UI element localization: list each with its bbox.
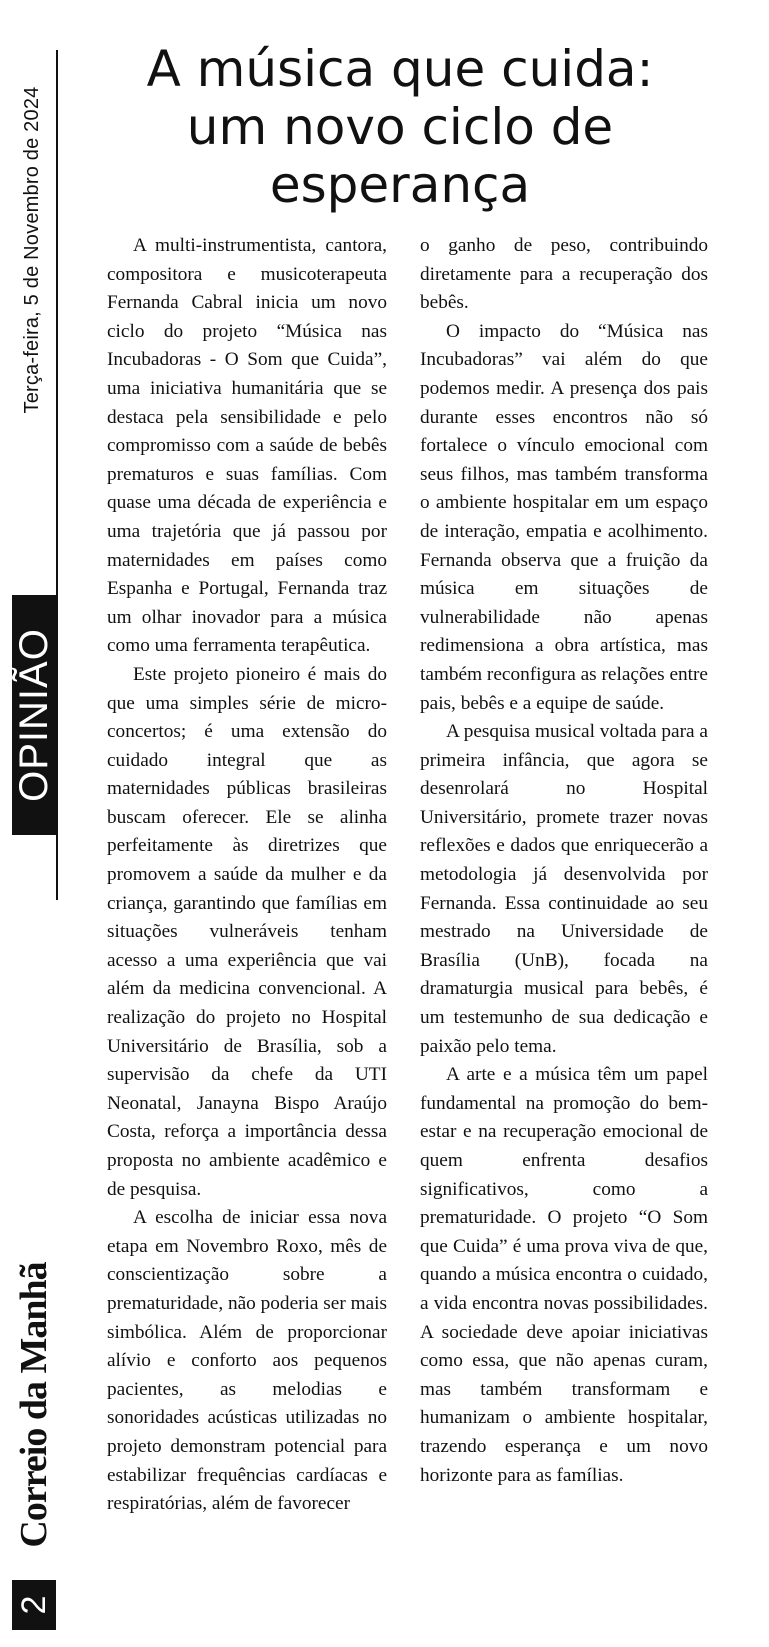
publication-date: [18, 50, 46, 450]
article-paragraph: A escolha de iniciar essa nova etapa em Novembro Roxo, mês de conscientização sobre a prematuridade, não poderia ser mais simbólica. Além de proporcionar alívio e conforto aos pequenos pacientes, as melodias e sonoridades acústicas utilizadas no projeto demonstram potencial para estabilizar frequências cardíacas e respiratórias, além de favorecer: [107, 1207, 388, 1515]
article-paragraph: A pesquisa musical voltada para a primeira infância, que agora se desenrolará no Hospital Universitário, promete trazer novas reflexões e dados que enriquecerão a metodologia já desenvolvida por Fernanda. Essa continuidade ao seu mestrado na Universidade de Brasília (UnB), focada na dramaturgia musical para bebês, é um testemunho de sua dedicação e paixão pelo tema.: [420, 721, 708, 1057]
publication-date-text: Terça-feira, 5 de Novembro de 2024: [21, 86, 43, 414]
section-label-text: OPINIÃO: [12, 628, 56, 802]
newspaper-masthead: [12, 1245, 56, 1565]
article-headline: A música que cuida: um novo ciclo de esperança: [146, 40, 654, 214]
article-paragraph: A multi-instrumentista, cantora, compositora e musicoterapeuta Fernanda Cabral inicia um novo ciclo do projeto “Música nas Incubadoras - O Som que Cuida”, uma iniciativa humanitária que se destaca pela sensibilidade e pelo compromisso com a saúde de bebês prematuros e suas famílias. Com quase uma década de experiência e uma trajetória que já passou por maternidades em países como Espanha e Portugal, Fernanda traz um olhar inovador para a música como uma ferramenta terapêutica.: [107, 235, 387, 657]
article-paragraph: O impacto do “Música nas Incubadoras” vai além do que podemos medir. A presença dos pais durante esses encontros não só fortalece o vínculo emocional com seus filhos, mas também transforma o ambiente hospitalar em um espaço de interação, empatia e acolhimento. Fernanda observa que a fruição da música em situações de vulnerabilidade não apenas redimensiona a obra artística, mas também reconfigura as relações entre pais, bebês e a equipe de saúde.: [420, 320, 708, 714]
sidebar-divider: [56, 50, 58, 900]
article-paragraph: A arte e a música têm um papel fundamental na promoção do bem-estar e na recuperação emocional de quem enfrenta desafios significativos, como a prematuridade. O projeto “O Som que Cuida” é uma prova viva de que, quando a música encontra o cuidado, a vida encontra novas possibilidades. A sociedade deve apoiar iniciativas como essa, que não apenas curam, mas também transformam e humanizam o ambiente hospitalar, trazendo esperança e um novo horizonte para as famílias.: [420, 1064, 708, 1486]
page-number-text: 2: [15, 1595, 53, 1615]
masthead-text: Correio da Manhã: [13, 1262, 55, 1548]
article-paragraph-continuation: o ganho de peso, contribuindo diretamente para a recuperação dos bebês.: [420, 235, 708, 314]
page-number: [12, 1580, 56, 1630]
article-column-right: [420, 232, 708, 1490]
section-label: [12, 595, 56, 835]
article-paragraph: Este projeto pioneiro é mais do que uma simples série de micro-concertos; é uma extensão do cuidado integral que as maternidades públicas brasileiras buscam oferecer. Ele se alinha perfeitamente às diretrizes que promovem a saúde da mulher e da criança, garantindo que famílias em situações vulneráveis tenham acesso a uma experiência que vai além da medicina convencional. A realização do projeto no Hospital Universitário de Brasília, sob a supervisão da chefe da UTI Neonatal, Janayna Bispo Araújo Costa, reforça a importância dessa proposta no ambiente acadêmico e de pesquisa.: [107, 663, 387, 1200]
article-column-left: [107, 232, 387, 1519]
